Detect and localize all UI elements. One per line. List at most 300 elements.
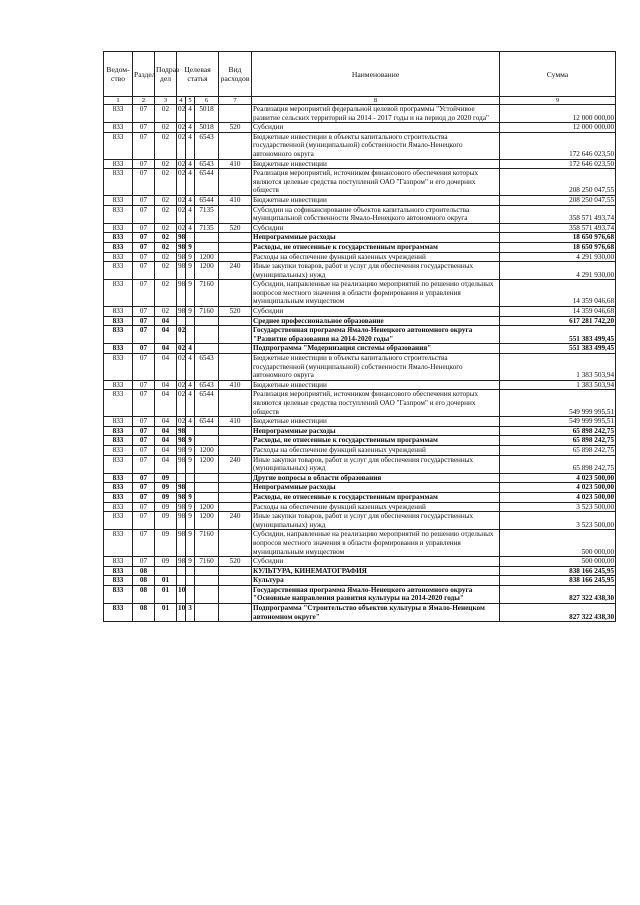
cell-ved: 833	[104, 233, 133, 243]
cell-podrazdel: 02	[155, 123, 177, 133]
cell-sum: 4 023 500,00	[500, 473, 616, 483]
cell-vid	[219, 566, 252, 576]
table-row	[104, 195, 616, 205]
cell-target-program: 98	[178, 426, 186, 435]
cell-ved: 833	[104, 280, 133, 307]
table-row	[104, 132, 616, 159]
col-header-podrazdel: Подраз дел	[155, 52, 177, 97]
cell-razdel: 07	[133, 205, 155, 223]
budget-table-page	[103, 51, 615, 622]
cell-ved: 833	[104, 566, 133, 576]
cell-target-subprogram: 4	[186, 354, 195, 381]
cell-sum: 4 023 500,00	[500, 483, 616, 493]
cell-vid: 410	[219, 380, 252, 390]
cell-vid	[219, 326, 252, 344]
cell-target-subprogram: 4	[186, 105, 195, 123]
cell-podrazdel: 02	[155, 195, 177, 205]
cell-ved: 833	[104, 380, 133, 390]
cell-ved: 833	[104, 123, 133, 133]
cell-sum: 4 291 930,00	[500, 262, 616, 280]
cell-target-program: 02	[178, 195, 186, 204]
cell-target-program: 98	[177, 262, 186, 280]
cell-target-subprogram	[186, 233, 195, 243]
cell-vid	[219, 233, 252, 243]
cell-razdel: 07	[133, 473, 155, 483]
cell-target-program: 98	[178, 483, 186, 492]
cell-podrazdel: 04	[155, 390, 177, 417]
cell-ved: 833	[104, 530, 133, 557]
cell-podrazdel: 04	[155, 445, 177, 455]
cell-podrazdel: 02	[155, 307, 177, 317]
cell-target-direction: 6543	[195, 132, 219, 159]
cell-target-program: 98	[178, 557, 186, 566]
cell-target-program	[177, 576, 186, 586]
cell-ved: 833	[104, 105, 133, 123]
cell-target-program	[177, 473, 186, 483]
cell-target-program: 98	[178, 252, 186, 261]
cell-ved: 833	[104, 417, 133, 427]
cell-vid	[219, 502, 252, 512]
cell-target-direction: 6544	[195, 169, 219, 196]
cell-vid	[219, 242, 252, 252]
table-row	[104, 280, 616, 307]
col-header-razdel: Раздел	[133, 52, 155, 97]
cell-vid	[219, 436, 252, 446]
cell-ved: 833	[104, 585, 133, 603]
cell-ved: 833	[104, 492, 133, 502]
cell-sum: 549 999 995,51	[500, 390, 616, 417]
cell-vid	[219, 492, 252, 502]
cell-podrazdel: 02	[155, 280, 177, 307]
cell-razdel: 07	[133, 242, 155, 252]
col-header-ved: Ведом-ство	[104, 52, 133, 97]
cell-name: Культура	[252, 576, 500, 586]
cell-target-subprogram: 9	[186, 252, 195, 262]
cell-target-program: 02	[177, 390, 186, 417]
cell-name: Государственная программа Ямало-Ненецкого автономного округа "Основные направления развития культуры на 2014-2020 годы"	[252, 585, 500, 603]
cell-podrazdel: 02	[155, 159, 177, 169]
cell-target-direction: 7135	[195, 205, 219, 223]
col-number: 5	[186, 97, 195, 105]
cell-razdel: 07	[133, 105, 155, 123]
col-number: 3	[155, 97, 177, 105]
cell-podrazdel: 04	[155, 417, 177, 427]
cell-podrazdel: 04	[155, 455, 177, 473]
cell-target-program: 02	[177, 205, 186, 223]
cell-ved: 833	[104, 242, 133, 252]
cell-name: Непрограммные расходы	[252, 233, 500, 243]
cell-name: Непрограммные расходы	[252, 426, 500, 436]
cell-razdel: 07	[133, 159, 155, 169]
cell-target-program: 02	[178, 159, 186, 168]
cell-name: Среднее профессиональное образование	[252, 316, 500, 326]
cell-target-direction	[195, 326, 219, 344]
cell-ved: 833	[104, 344, 133, 354]
cell-podrazdel: 09	[155, 483, 177, 493]
cell-podrazdel: 02	[155, 169, 177, 196]
cell-target-direction: 7160	[195, 530, 219, 557]
cell-target-subprogram: 4	[186, 132, 195, 159]
cell-target-direction: 6543	[195, 354, 219, 381]
cell-name: Бюджетные инвестиции	[252, 159, 500, 169]
cell-ved: 833	[104, 455, 133, 473]
cell-razdel: 08	[133, 585, 155, 603]
cell-name: Иные закупки товаров, работ и услуг для обеспечения государственных (муниципальных) нужд	[252, 262, 500, 280]
cell-target-direction: 6544	[195, 417, 219, 427]
cell-target-subprogram	[186, 585, 195, 603]
cell-podrazdel: 02	[155, 262, 177, 280]
cell-target-direction	[195, 242, 219, 252]
cell-target-program: 98	[177, 530, 186, 557]
cell-target-subprogram: 4	[186, 205, 195, 223]
cell-target-program: 98	[178, 242, 186, 251]
cell-vid: 240	[219, 512, 252, 530]
cell-vid	[219, 132, 252, 159]
cell-podrazdel: 04	[155, 344, 177, 354]
cell-target-program: 98	[177, 280, 186, 307]
cell-razdel: 08	[133, 566, 155, 576]
cell-podrazdel: 02	[155, 242, 177, 252]
cell-sum: 65 898 242,75	[500, 445, 616, 455]
cell-ved: 833	[104, 502, 133, 512]
cell-target-subprogram: 9	[186, 530, 195, 557]
cell-target-subprogram	[186, 473, 195, 483]
cell-target-subprogram: 4	[186, 123, 195, 133]
cell-target-subprogram: 9	[186, 280, 195, 307]
cell-target-program: 02	[178, 123, 186, 132]
cell-razdel: 07	[133, 512, 155, 530]
cell-name: Расходы на обеспечение функций казенных учреждений	[252, 445, 500, 455]
cell-podrazdel: 04	[155, 326, 177, 344]
cell-target-program: 98	[177, 512, 186, 530]
cell-target-direction: 5018	[195, 123, 219, 133]
cell-target-program: 02	[178, 344, 186, 353]
cell-vid	[219, 483, 252, 493]
cell-name: Государственная программа Ямало-Ненецкого автономного округа "Развитие образования на 2014-2020 годы"	[252, 326, 500, 344]
cell-sum: 358 571 493,74	[500, 223, 616, 233]
cell-target-direction: 7160	[195, 307, 219, 317]
cell-target-program: 98	[178, 436, 186, 445]
cell-razdel: 07	[133, 252, 155, 262]
cell-vid	[219, 344, 252, 354]
cell-sum: 827 322 438,30	[500, 604, 616, 622]
cell-name: Расходы, не отнесенные к государственным программам	[252, 242, 500, 252]
cell-razdel: 07	[133, 233, 155, 243]
cell-name: Реализация мероприятий, источником финансового обеспечения которых являются целевые средства поступлений ОАО "Газпром" и его дочерних обществ	[252, 390, 500, 417]
cell-target-subprogram: 9	[186, 242, 195, 252]
cell-target-direction: 6544	[195, 390, 219, 417]
cell-podrazdel: 02	[155, 132, 177, 159]
cell-podrazdel	[155, 566, 177, 576]
cell-sum: 617 281 742,20	[500, 316, 616, 326]
cell-target-subprogram: 9	[186, 436, 195, 446]
cell-target-subprogram: 9	[186, 557, 195, 567]
cell-sum: 3 523 500,00	[500, 512, 616, 530]
cell-name: Бюджетные инвестиции	[252, 195, 500, 205]
cell-name: Другие вопросы в области образования	[252, 473, 500, 483]
cell-razdel: 07	[133, 483, 155, 493]
cell-podrazdel: 09	[155, 512, 177, 530]
cell-razdel: 07	[133, 436, 155, 446]
cell-name: Подпрограмма "Модернизация системы образования"	[252, 344, 500, 354]
cell-ved: 833	[104, 436, 133, 446]
cell-podrazdel: 09	[155, 557, 177, 567]
cell-target-subprogram	[186, 316, 195, 326]
cell-target-subprogram: 9	[186, 307, 195, 317]
cell-sum: 1 383 503,94	[500, 354, 616, 381]
cell-target-subprogram: 9	[186, 262, 195, 280]
cell-razdel: 07	[133, 530, 155, 557]
cell-razdel: 07	[133, 557, 155, 567]
table-row	[104, 326, 616, 344]
cell-vid	[219, 252, 252, 262]
cell-sum: 208 250 047,55	[500, 195, 616, 205]
table-row	[104, 205, 616, 223]
cell-ved: 833	[104, 159, 133, 169]
table-row	[104, 426, 616, 436]
cell-target-program: 10	[177, 585, 186, 603]
cell-target-subprogram: 4	[186, 159, 195, 169]
table-row	[104, 123, 616, 133]
cell-vid: 240	[219, 262, 252, 280]
table-row	[104, 262, 616, 280]
cell-razdel: 07	[133, 223, 155, 233]
cell-vid: 520	[219, 223, 252, 233]
cell-vid	[219, 530, 252, 557]
table-row	[104, 354, 616, 381]
cell-target-direction	[195, 585, 219, 603]
cell-target-subprogram	[186, 483, 195, 493]
cell-name: Непрограммные расходы	[252, 483, 500, 493]
col-number: 1	[104, 97, 133, 105]
cell-vid: 240	[219, 455, 252, 473]
cell-razdel: 07	[133, 417, 155, 427]
cell-target-direction	[195, 566, 219, 576]
cell-target-direction: 1200	[195, 512, 219, 530]
cell-target-program: 02	[178, 417, 186, 426]
cell-razdel: 07	[133, 426, 155, 436]
cell-razdel: 07	[133, 354, 155, 381]
cell-ved: 833	[104, 576, 133, 586]
cell-vid	[219, 576, 252, 586]
cell-razdel: 07	[133, 502, 155, 512]
cell-sum: 12 000 000,00	[500, 123, 616, 133]
cell-razdel: 07	[133, 326, 155, 344]
cell-vid: 520	[219, 557, 252, 567]
table-row	[104, 316, 616, 326]
cell-name: КУЛЬТУРА, КИНЕМАТОГРАФИЯ	[252, 566, 500, 576]
cell-sum: 500 000,00	[500, 557, 616, 567]
cell-ved: 833	[104, 354, 133, 381]
cell-sum: 12 000 000,00	[500, 105, 616, 123]
cell-name: Бюджетные инвестиции в объекты капитального строительства государственной (муниципальной) собственности Ямало-Ненецкого автономного округа	[252, 354, 500, 381]
cell-target-direction	[195, 576, 219, 586]
cell-target-subprogram	[186, 326, 195, 344]
cell-podrazdel: 04	[155, 380, 177, 390]
cell-ved: 833	[104, 473, 133, 483]
cell-name: Субсидии	[252, 307, 500, 317]
cell-name: Бюджетные инвестиции	[252, 417, 500, 427]
cell-podrazdel: 01	[155, 604, 177, 622]
cell-target-direction	[195, 483, 219, 493]
cell-razdel: 07	[133, 445, 155, 455]
col-number: 2	[133, 97, 155, 105]
table-row	[104, 417, 616, 427]
table-row	[104, 585, 616, 603]
table-row	[104, 242, 616, 252]
cell-vid	[219, 473, 252, 483]
table-row	[104, 604, 616, 622]
cell-target-direction: 6543	[195, 159, 219, 169]
cell-razdel: 08	[133, 604, 155, 622]
cell-sum: 500 000,00	[500, 530, 616, 557]
cell-razdel: 07	[133, 132, 155, 159]
col-number: 8	[252, 97, 500, 105]
col-header-sum: Сумма	[500, 52, 616, 97]
cell-ved: 833	[104, 445, 133, 455]
cell-target-direction	[195, 492, 219, 502]
cell-razdel: 08	[133, 576, 155, 586]
cell-target-direction: 1200	[195, 252, 219, 262]
cell-target-subprogram	[186, 566, 195, 576]
cell-target-direction: 1200	[195, 502, 219, 512]
cell-target-direction	[195, 316, 219, 326]
cell-name: Иные закупки товаров, работ и услуг для обеспечения государственных (муниципальных) нужд	[252, 512, 500, 530]
cell-sum: 838 166 245,95	[500, 566, 616, 576]
cell-target-subprogram: 4	[186, 195, 195, 205]
cell-podrazdel: 02	[155, 223, 177, 233]
cell-ved: 833	[104, 316, 133, 326]
col-number: 7	[219, 97, 252, 105]
cell-name: Субсидии на софинансирование объектов капитального строительства муниципальной собственности Ямало-Ненецкого автономного округа	[252, 205, 500, 223]
cell-razdel: 07	[133, 307, 155, 317]
cell-target-program: 02	[177, 105, 186, 123]
cell-vid	[219, 205, 252, 223]
cell-sum: 4 291 930,00	[500, 252, 616, 262]
cell-target-direction	[195, 473, 219, 483]
table-row	[104, 252, 616, 262]
cell-sum: 65 898 242,75	[500, 436, 616, 446]
cell-podrazdel: 04	[155, 316, 177, 326]
cell-sum: 838 166 245,95	[500, 576, 616, 586]
cell-target-subprogram: 4	[186, 390, 195, 417]
cell-razdel: 07	[133, 492, 155, 502]
cell-ved: 833	[104, 223, 133, 233]
cell-target-program: 02	[178, 380, 186, 389]
cell-razdel: 07	[133, 316, 155, 326]
cell-razdel: 07	[133, 169, 155, 196]
cell-ved: 833	[104, 512, 133, 530]
cell-vid	[219, 105, 252, 123]
table-row	[104, 445, 616, 455]
cell-target-direction	[195, 604, 219, 622]
col-number: 9	[500, 97, 616, 105]
table-row	[104, 105, 616, 123]
cell-vid	[219, 604, 252, 622]
cell-target-program: 98	[178, 445, 186, 454]
cell-vid	[219, 445, 252, 455]
cell-podrazdel: 02	[155, 105, 177, 123]
cell-target-direction: 1200	[195, 455, 219, 473]
table-row	[104, 566, 616, 576]
cell-name: Реализация мероприятий федеральной целевой программы "Устойчивое развитие сельских территорий на 2014 - 2017 годы и на период до 2020 года"	[252, 105, 500, 123]
cell-sum: 18 650 976,68	[500, 242, 616, 252]
cell-podrazdel: 04	[155, 426, 177, 436]
cell-ved: 833	[104, 132, 133, 159]
col-number: 6	[195, 97, 219, 105]
cell-target-direction: 6544	[195, 195, 219, 205]
cell-target-program: 98	[178, 307, 186, 316]
cell-sum: 14 359 046,68	[500, 280, 616, 307]
cell-target-program: 02	[178, 223, 186, 232]
cell-ved: 833	[104, 426, 133, 436]
cell-sum: 14 359 046,68	[500, 307, 616, 317]
cell-target-subprogram: 4	[186, 344, 195, 354]
cell-razdel: 07	[133, 280, 155, 307]
cell-podrazdel: 02	[155, 205, 177, 223]
cell-ved: 833	[104, 604, 133, 622]
table-row	[104, 502, 616, 512]
cell-podrazdel: 01	[155, 585, 177, 603]
cell-podrazdel: 04	[155, 354, 177, 381]
table-row	[104, 380, 616, 390]
cell-target-program: 02	[177, 354, 186, 381]
table-row	[104, 530, 616, 557]
cell-podrazdel: 04	[155, 436, 177, 446]
cell-target-program	[177, 566, 186, 576]
cell-podrazdel: 09	[155, 492, 177, 502]
cell-ved: 833	[104, 483, 133, 493]
col-number: 4	[177, 97, 186, 105]
cell-sum: 551 383 499,45	[500, 344, 616, 354]
cell-sum: 208 250 047,55	[500, 169, 616, 196]
cell-podrazdel: 02	[155, 252, 177, 262]
cell-sum: 358 571 493,74	[500, 205, 616, 223]
cell-target-direction: 5018	[195, 105, 219, 123]
col-header-vid: Вид расходов	[219, 52, 252, 97]
table-row	[104, 233, 616, 243]
cell-sum: 18 650 976,68	[500, 233, 616, 243]
cell-target-direction: 7135	[195, 223, 219, 233]
cell-target-subprogram: 9	[186, 455, 195, 473]
cell-podrazdel: 09	[155, 473, 177, 483]
cell-sum: 172 646 023,50	[500, 159, 616, 169]
cell-razdel: 07	[133, 455, 155, 473]
cell-vid: 520	[219, 307, 252, 317]
cell-name: Расходы, не отнесенные к государственным программам	[252, 492, 500, 502]
cell-target-program: 02	[177, 169, 186, 196]
table-row	[104, 159, 616, 169]
cell-razdel: 07	[133, 380, 155, 390]
table-row	[104, 576, 616, 586]
cell-target-subprogram: 4	[186, 380, 195, 390]
table-row	[104, 492, 616, 502]
cell-razdel: 07	[133, 344, 155, 354]
cell-target-program: 98	[178, 233, 186, 242]
cell-ved: 833	[104, 557, 133, 567]
cell-vid	[219, 390, 252, 417]
cell-vid	[219, 280, 252, 307]
cell-target-program: 10	[177, 604, 186, 622]
cell-name: Бюджетные инвестиции в объекты капитального строительства государственной (муниципальной) собственности Ямало-Ненецкого автономного округа	[252, 132, 500, 159]
cell-sum: 549 999 995,51	[500, 417, 616, 427]
cell-vid	[219, 354, 252, 381]
table-row	[104, 307, 616, 317]
cell-name: Расходы на обеспечение функций казенных учреждений	[252, 252, 500, 262]
cell-name: Подпрограмма "Строительство объектов культуры в Ямало-Ненецком автономном округе"	[252, 604, 500, 622]
cell-target-direction: 6543	[195, 380, 219, 390]
cell-target-subprogram: 9	[186, 502, 195, 512]
